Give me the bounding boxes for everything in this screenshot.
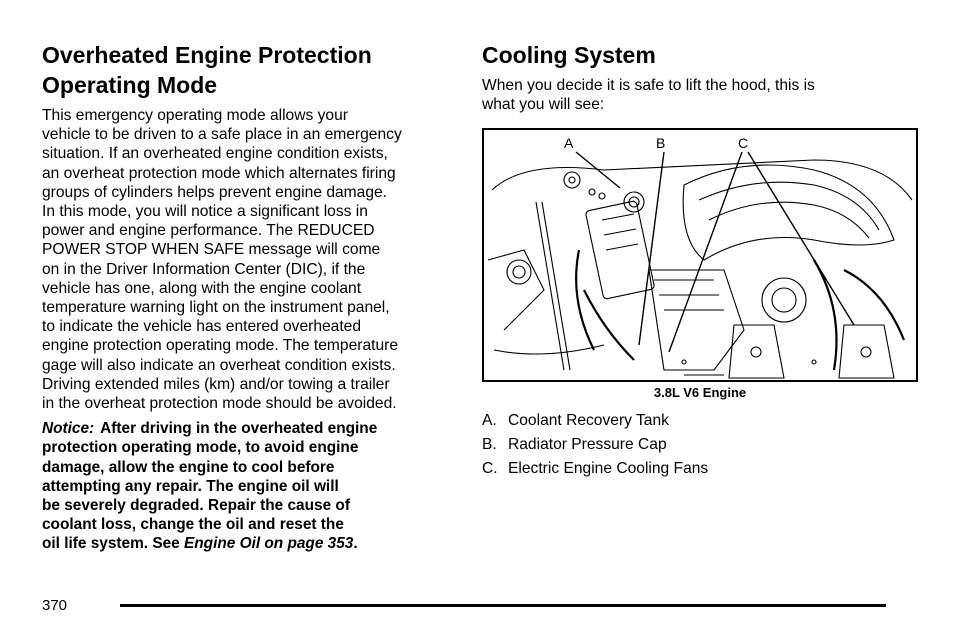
figure-caption: 3.8L V6 Engine — [653, 385, 747, 401]
body-line: engine protection operating mode. The temperature — [42, 337, 398, 355]
notice-line: damage, allow the engine to cool before — [42, 458, 335, 476]
heading-line-1: Overheated Engine Protection — [42, 42, 372, 68]
notice-line: protection operating mode, to avoid engine — [42, 439, 359, 457]
body-line: gage will also indicate an overheat condition exists. — [42, 356, 396, 374]
section-heading-cooling: Cooling System — [482, 42, 656, 68]
legend-item — [482, 409, 920, 433]
intro-line: what you will see: — [482, 96, 605, 114]
body-line: vehicle to be driven to a safe place in an emergency — [42, 126, 402, 144]
legend-item — [482, 457, 920, 481]
cooling-intro — [482, 76, 920, 114]
engine-oil-reference-link[interactable]: Engine Oil on page 353 — [184, 535, 354, 553]
intro-line: When you decide it is safe to lift the hood, this is — [482, 77, 815, 94]
body-line: on in the Driver Information Center (DIC), if the — [42, 260, 366, 278]
left-column — [42, 40, 450, 554]
legend-text: Radiator Pressure Cap — [508, 436, 667, 454]
engine-drawing — [484, 130, 916, 380]
figure-label-a: A — [564, 135, 574, 152]
footer-rule — [120, 604, 886, 607]
body-line: POWER STOP WHEN SAFE message will come — [42, 241, 381, 259]
overheat-body — [42, 106, 450, 413]
body-line: vehicle has one, along with the engine coolant — [42, 279, 362, 297]
page-number: 370 — [42, 597, 68, 614]
heading-line-2: Operating Mode — [42, 72, 218, 98]
body-line: in the overheat protection mode should be avoided. — [42, 395, 397, 413]
legend-key: B. — [482, 436, 497, 454]
notice-line: oil life system. See — [42, 535, 185, 553]
legend-key: C. — [482, 460, 498, 478]
body-line: This emergency operating mode allows your — [42, 107, 348, 124]
body-line: In this mode, you will notice a significant loss in — [42, 203, 368, 221]
body-line: Driving extended miles (km) and/or towing a trailer — [42, 375, 390, 393]
legend-item — [482, 433, 920, 457]
right-column — [482, 40, 920, 481]
notice-line: be severely degraded. Repair the cause of — [42, 497, 350, 515]
notice-label: Notice: — [42, 420, 95, 438]
body-line: to indicate the vehicle has entered overheated — [42, 318, 362, 336]
section-heading-overheat — [42, 40, 450, 100]
figure-label-b: B — [656, 135, 666, 152]
notice-line: After driving in the overheated engine — [100, 420, 378, 438]
legend-text: Coolant Recovery Tank — [508, 412, 669, 430]
notice-line: attempting any repair. The engine oil will — [42, 477, 339, 495]
body-line: temperature warning light on the instrument panel, — [42, 299, 390, 317]
notice-line: coolant loss, change the oil and reset the — [42, 516, 344, 534]
notice-end: . — [353, 535, 358, 553]
body-line: groups of cylinders helps prevent engine damage. — [42, 183, 388, 201]
figure-label-c: C — [738, 135, 749, 152]
body-line: an overheat protection mode which alternates firing — [42, 164, 396, 182]
notice-block — [42, 419, 450, 553]
body-line: situation. If an overheated engine condition exists, — [42, 145, 388, 163]
legend-key: A. — [482, 412, 497, 430]
legend-text: Electric Engine Cooling Fans — [508, 460, 709, 478]
engine-illustration — [482, 128, 918, 382]
body-line: power and engine performance. The REDUCED — [42, 222, 375, 240]
figure-legend — [482, 409, 920, 481]
